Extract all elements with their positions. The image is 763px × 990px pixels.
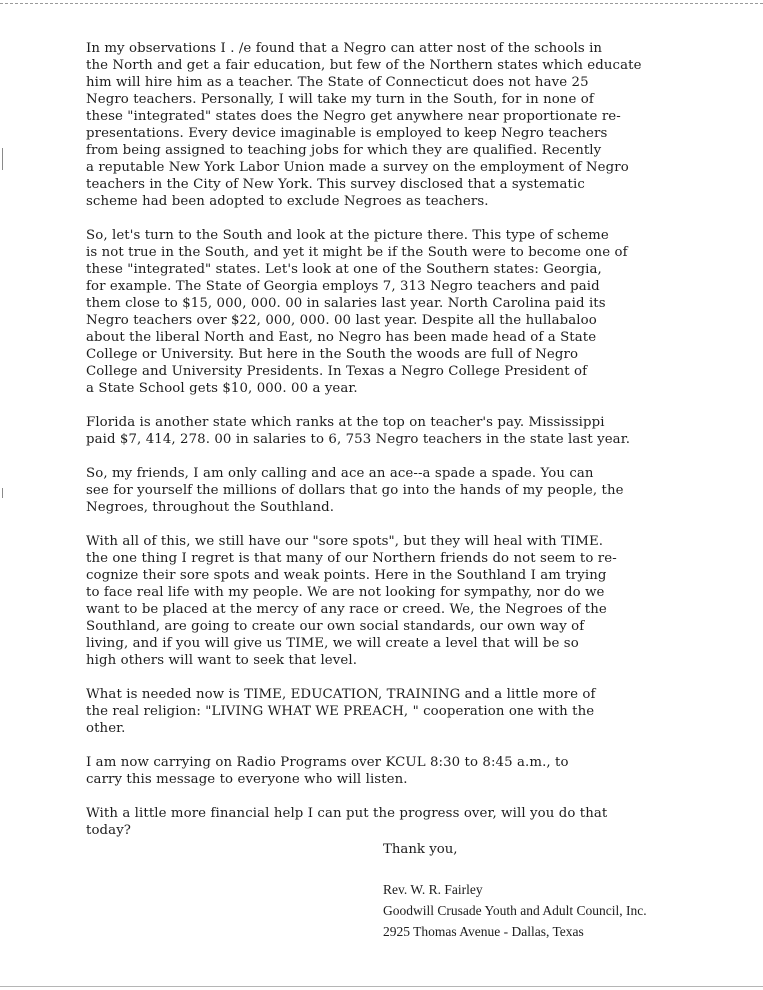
text-line: teachers in the City of New York. This survey disclosed that a systematic	[86, 177, 585, 192]
text-line: the one thing I regret is that many of our Northern friends do not seem to re-	[86, 551, 617, 566]
left-margin-mark	[2, 488, 3, 498]
text-line: a reputable New York Labor Union made a survey on the employment of Negro	[86, 160, 629, 175]
paragraph	[86, 754, 686, 788]
text-line: I am now carrying on Radio Programs over KCUL 8:30 to 8:45 a.m., to	[86, 755, 569, 770]
paragraph	[86, 465, 686, 516]
text-line: Southland, are going to create our own social standards, our own way of	[86, 619, 585, 634]
paragraph	[86, 414, 686, 448]
text-line: high others will want to seek that level.	[86, 653, 358, 668]
text-line: presentations. Every device imaginable is employed to keep Negro teachers	[86, 126, 608, 141]
text-line: In my observations I . /e found that a Negro can atter nost of the schools in	[86, 41, 603, 56]
text-line: is not true in the South, and yet it might be if the South were to become one of	[86, 245, 628, 260]
text-line: Negroes, throughout the Southland.	[86, 500, 335, 515]
text-line: a State School gets $10, 000. 00 a year.	[86, 381, 358, 396]
text-line: about the liberal North and East, no Negro has been made head of a State	[86, 330, 597, 345]
signature-block	[383, 842, 723, 942]
paragraph	[86, 40, 686, 210]
signer-name: Rev. W. R. Fairley	[383, 882, 483, 897]
text-line: Florida is another state which ranks at the top on teacher's pay. Mississippi	[86, 415, 605, 430]
text-line: So, let's turn to the South and look at the picture there. This type of scheme	[86, 228, 609, 243]
text-line: Negro teachers. Personally, I will take my turn in the South, for in none of	[86, 92, 594, 107]
text-line: them close to $15, 000, 000. 00 in salaries last year. North Carolina paid its	[86, 296, 606, 311]
paragraph	[86, 686, 686, 737]
text-line: What is needed now is TIME, EDUCATION, TRAINING and a little more of	[86, 687, 596, 702]
text-line: him will hire him as a teacher. The State of Connecticut does not have 25	[86, 75, 589, 90]
text-line: to face real life with my people. We are not looking for sympathy, nor do we	[86, 585, 605, 600]
text-line: Negro teachers over $22, 000, 000. 00 last year. Despite all the hullabaloo	[86, 313, 597, 328]
text-line: living, and if you will give us TIME, we will create a level that will be so	[86, 636, 579, 651]
text-line: these "integrated" states. Let's look at one of the Southern states: Georgia,	[86, 262, 602, 277]
letter-body	[86, 40, 686, 856]
text-line: the real religion: "LIVING WHAT WE PREACH, " cooperation one with the	[86, 704, 595, 719]
text-line: scheme had been adopted to exclude Negroes as teachers.	[86, 194, 489, 209]
closing-line: Thank you,	[383, 842, 458, 857]
text-line: College and University Presidents. In Texas a Negro College President of	[86, 364, 588, 379]
text-line: cognize their sore spots and weak points. Here in the Southland I am trying	[86, 568, 607, 583]
left-margin-mark	[2, 148, 3, 170]
text-line: carry this message to everyone who will listen.	[86, 772, 408, 787]
text-line: With all of this, we still have our "sore spots", but they will heal with TIME.	[86, 534, 604, 549]
text-line: for example. The State of Georgia employs 7, 313 Negro teachers and paid	[86, 279, 600, 294]
text-line: College or University. But here in the South the woods are full of Negro	[86, 347, 579, 362]
bottom-edge-line	[0, 986, 763, 987]
paragraph	[86, 227, 686, 397]
top-edge-line	[0, 3, 763, 4]
paragraph	[86, 533, 686, 669]
text-line: the North and get a fair education, but few of the Northern states which educate	[86, 58, 642, 73]
text-line: see for yourself the millions of dollars that go into the hands of my people, the	[86, 483, 624, 498]
text-line: paid $7, 414, 278. 00 in salaries to 6, 753 Negro teachers in the state last year.	[86, 432, 631, 447]
paragraph	[86, 805, 686, 839]
text-line: these "integrated" states does the Negro get anywhere near proportionate re-	[86, 109, 621, 124]
text-line: other.	[86, 721, 126, 736]
text-line: from being assigned to teaching jobs for which they are qualified. Recently	[86, 143, 602, 158]
text-line: today?	[86, 823, 132, 838]
text-line: With a little more financial help I can put the progress over, will you do that	[86, 806, 608, 821]
text-line: want to be placed at the mercy of any race or creed. We, the Negroes of the	[86, 602, 607, 617]
signer-organization: Goodwill Crusade Youth and Adult Council, Inc.	[383, 903, 647, 918]
signer-address: 2925 Thomas Avenue - Dallas, Texas	[383, 924, 584, 939]
text-line: So, my friends, I am only calling and ace an ace--a spade a spade. You can	[86, 466, 594, 481]
